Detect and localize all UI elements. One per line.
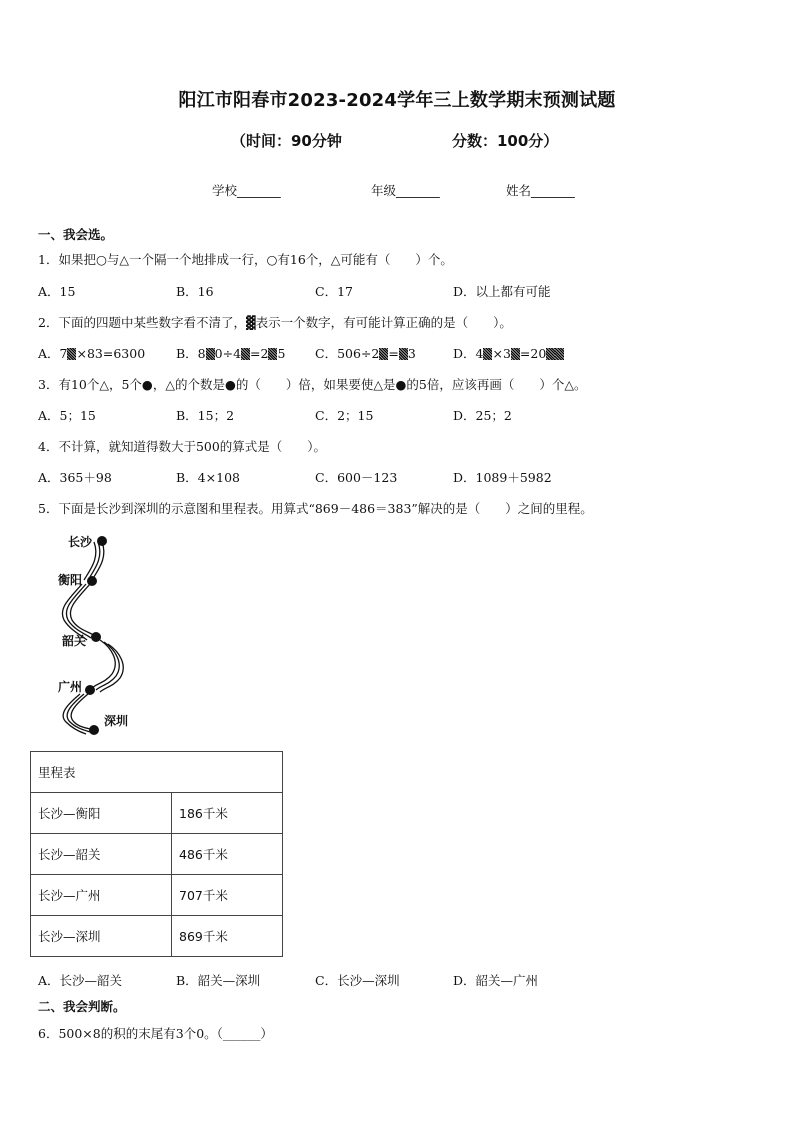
city-dot-guangzhou xyxy=(85,685,95,695)
table-row xyxy=(31,834,283,875)
q2-a-part1: A．7 xyxy=(38,346,68,361)
exam-score: 分数：100分） xyxy=(452,132,559,150)
section-heading-judge: 二、我会判断。 xyxy=(38,999,126,1014)
route-cell: 长沙—广州 xyxy=(31,875,172,916)
route-cell: 长沙—深圳 xyxy=(31,916,172,957)
q4-option-a[interactable]: A．365＋98 xyxy=(38,470,112,485)
blurred-digit xyxy=(511,348,520,360)
q2-c-part3: 3 xyxy=(407,346,416,361)
q5-option-d[interactable]: D．韶关—广州 xyxy=(453,973,539,988)
q3-option-d[interactable]: D．25；2 xyxy=(453,408,512,423)
q2-option-c[interactable] xyxy=(315,344,416,362)
map-label-hengyang: 衡阳 xyxy=(58,573,83,587)
section-heading-choice: 一、我会选。 xyxy=(38,227,114,242)
q3-option-c[interactable]: C．2；15 xyxy=(315,408,374,423)
exam-time: （时间：90分钟 xyxy=(231,132,342,150)
name-field[interactable]: 姓名_______ xyxy=(506,183,575,198)
q1-option-a[interactable]: A．15 xyxy=(38,284,76,299)
distance-cell: 707千米 xyxy=(172,875,283,916)
q2-b-part1: B．8 xyxy=(176,346,206,361)
page-title: 阳江市阳春市2023-2024学年三上数学期末预测试题 xyxy=(178,90,616,111)
question-5-stem: 5．下面是长沙到深圳的示意图和里程表。用算式“869－486＝383”解决的是（ ）之间的里程。 xyxy=(38,501,593,516)
q2-b-part2: 0÷4 xyxy=(214,346,242,361)
blurred-digit xyxy=(555,348,564,360)
question-2-stem: 2．下面的四题中某些数字看不清了，▓表示一个数字，有可能计算正确的是（ ）。 xyxy=(38,315,512,330)
q1-option-d[interactable]: D．以上都有可能 xyxy=(453,284,551,299)
q2-b-part4: 5 xyxy=(277,346,286,361)
distance-cell: 869千米 xyxy=(172,916,283,957)
q2-c-part2: = xyxy=(388,346,399,361)
q2-d-part2: ×3 xyxy=(492,346,511,361)
blurred-digit xyxy=(399,348,408,360)
route-cell: 长沙—韶关 xyxy=(31,834,172,875)
school-field[interactable]: 学校_______ xyxy=(212,183,281,198)
mileage-table xyxy=(30,751,283,957)
table-row xyxy=(31,875,283,916)
q2-option-d[interactable] xyxy=(453,344,564,362)
question-1-stem: 1．如果把○与△一个隔一个地排成一行，○有16个，△可能有（ ）个。 xyxy=(38,252,453,267)
q5-option-c[interactable]: C．长沙—深圳 xyxy=(315,973,400,988)
q2-b-part3: =2 xyxy=(250,346,269,361)
blurred-digit xyxy=(241,348,250,360)
question-4-stem: 4．不计算，就知道得数大于500的算式是（ ）。 xyxy=(38,439,327,454)
map-label-shaoguan: 韶关 xyxy=(62,634,87,648)
grade-field[interactable]: 年级_______ xyxy=(371,183,440,198)
q2-c-part1: C．506÷2 xyxy=(315,346,380,361)
q3-option-b[interactable]: B．15；2 xyxy=(176,408,235,423)
distance-cell: 486千米 xyxy=(172,834,283,875)
question-6-stem: 6．500×8的积的末尾有3个0。（______） xyxy=(38,1026,273,1041)
q4-option-b[interactable]: B．4×108 xyxy=(176,470,240,485)
map-label-shenzhen: 深圳 xyxy=(104,714,129,728)
q5-option-a[interactable]: A．长沙—韶关 xyxy=(38,973,123,988)
q5-option-b[interactable]: B．韶关—深圳 xyxy=(176,973,261,988)
q4-option-d[interactable]: D．1089＋5982 xyxy=(453,470,552,485)
city-dot-shenzhen xyxy=(89,725,99,735)
q2-d-part3: =20 xyxy=(519,346,547,361)
city-dot-shaoguan xyxy=(91,632,101,642)
q2-option-b[interactable] xyxy=(176,344,285,362)
q1-option-c[interactable]: C．17 xyxy=(315,284,353,299)
q3-option-a[interactable]: A．5；15 xyxy=(38,408,96,423)
route-cell: 长沙—衡阳 xyxy=(31,793,172,834)
table-header-row xyxy=(31,752,283,793)
table-header: 里程表 xyxy=(31,752,283,793)
question-3-stem: 3．有10个△，5个●，△的个数是●的（ ）倍，如果要使△是●的5倍，应该再画（ ）个△。 xyxy=(38,377,587,392)
q1-option-b[interactable]: B．16 xyxy=(176,284,214,299)
q2-option-a[interactable] xyxy=(38,344,145,362)
table-row xyxy=(31,793,283,834)
city-dot-changsha xyxy=(97,536,107,546)
table-row xyxy=(31,916,283,957)
blurred-digit xyxy=(379,348,388,360)
q2-d-part1: D．4 xyxy=(453,346,484,361)
blurred-digit xyxy=(546,348,555,360)
city-dot-hengyang xyxy=(87,576,97,586)
blurred-digit xyxy=(206,348,215,360)
map-label-guangzhou: 广州 xyxy=(58,680,83,694)
q2-a-part2: ×83=6300 xyxy=(76,346,146,361)
distance-cell: 186千米 xyxy=(172,793,283,834)
q4-option-c[interactable]: C．600－123 xyxy=(315,470,398,485)
map-label-changsha: 长沙 xyxy=(68,535,93,549)
